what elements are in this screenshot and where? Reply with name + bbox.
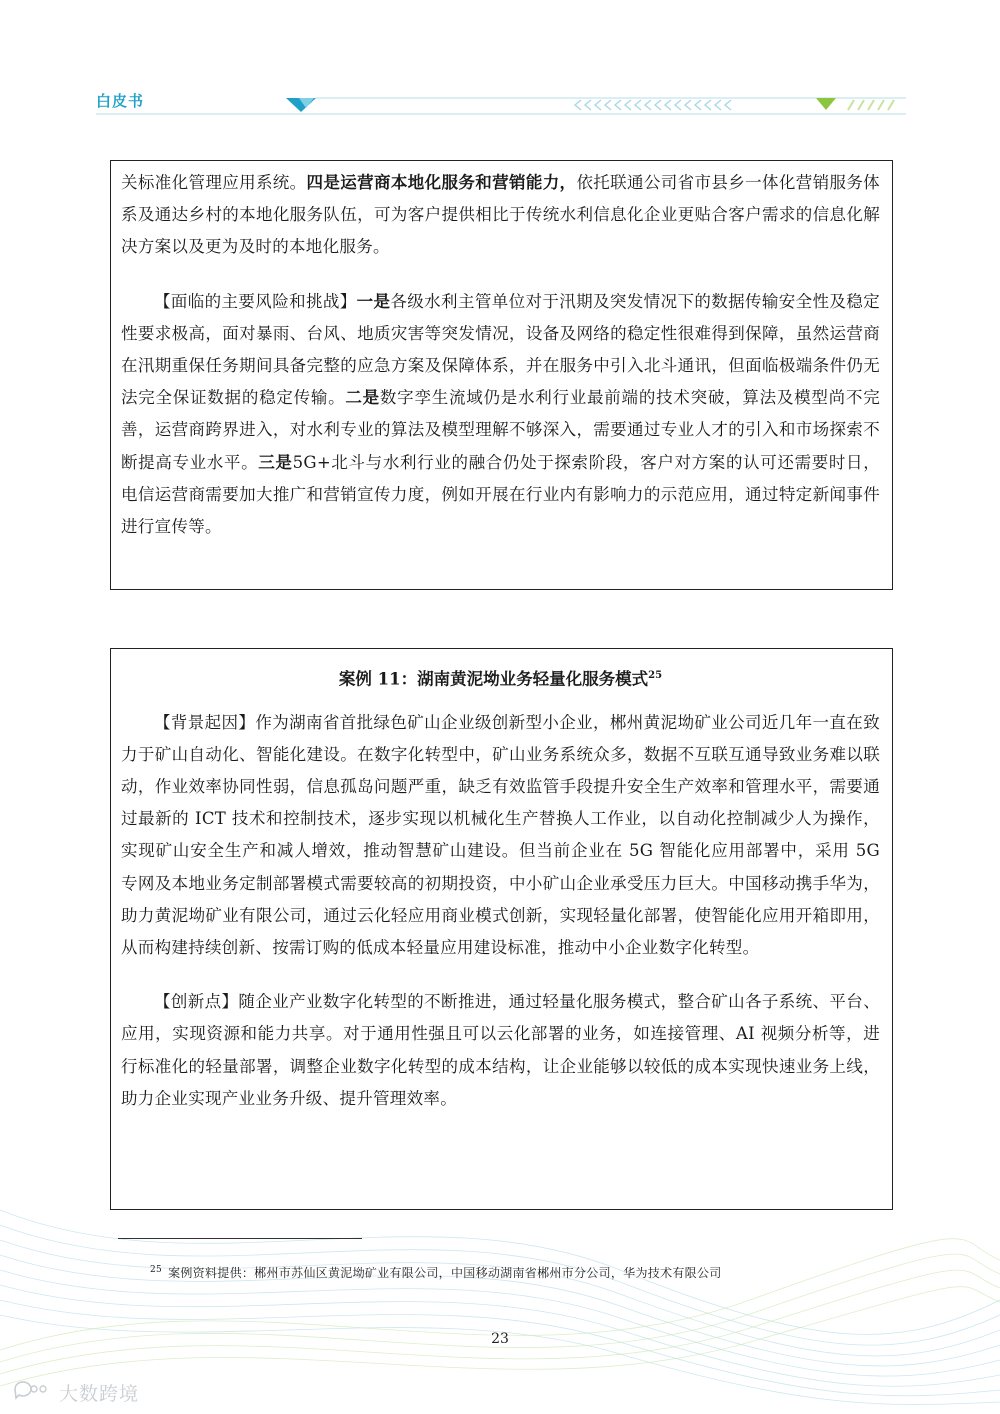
header-label: 白皮书: [96, 92, 145, 110]
case-study-box: [110, 648, 893, 1210]
footnote-ref[interactable]: 25: [648, 670, 663, 681]
header-decoration: [96, 94, 906, 118]
case-title: 案例 11：湖南黄泥坳业务轻量化服务模式$^{25}$: [338, 669, 663, 689]
paragraph-local-service: 关标准化管理应用系统。四是运营商本地化服务和营销能力，依托联通公司省市县乡一体化营销服务体系及通达乡村的本地化服务队伍，可为客户提供相比于传统水利信息化企业更贴合客户需求的信息化解决方案以及更为及时的本地化服务。: [121, 173, 880, 257]
chat-bubble-icon: [12, 1378, 52, 1405]
watermark-text: 大数跨境: [59, 1383, 140, 1405]
watermark: [12, 1378, 139, 1406]
content-box-continued: [110, 160, 893, 590]
footnote-text: 案例资料提供：郴州市苏仙区黄泥坳矿业有限公司，中国移动湖南省郴州市分公司，华为技术有限公司: [168, 1266, 722, 1280]
footnote-divider: [118, 1238, 362, 1239]
footnote: [150, 1264, 722, 1281]
paragraph-innovation: 【创新点】随企业产业数字化转型的不断推进，通过轻量化服务模式，整合矿山各子系统、平台、应用，实现资源和能力共享。对于通用性强且可以云化部署的业务，如连接管理、AI 视频分析等，进行标准化的轻量部署，调整企业数字化转型的成本结构，让企业能够以较低的成本实现快速业务上线，助力企业实现产业业务升级、提升管理效率。: [121, 992, 880, 1108]
paragraph-background: 【背景起因】作为湖南省首批绿色矿山企业级创新型小企业，郴州黄泥坳矿业公司近几年一直在致力于矿山自动化、智能化建设。在数字化转型中，矿山业务系统众多，数据不互联互通导致业务难以联动，作业效率协同性弱，信息孤岛问题严重，缺乏有效监管手段提升安全生产效率和管理水平，需要通过最新的 ICT 技术和控制技术，逐步实现以机械化生产替换人工作业，以自动化控制减少人为操作，实现矿山安全生产和减人增效，推动智慧矿山建设。但当前企业在 5G 智能化应用部署中，采用 5G 专网及本地业务定制部署模式需要较高的初期投资，中小矿山企业承受压力巨大。中国移动携手华为，助力黄泥坳矿业有限公司，通过云化轻应用商业模式创新，实现轻量化部署，使智能化应用开箱即用，从而构建持续创新、按需订购的低成本轻量应用建设标准，推动中小企业数字化转型。: [121, 712, 880, 957]
footnote-number: 25: [150, 1265, 163, 1275]
page-number: 23: [491, 1331, 509, 1347]
paragraph-risks-challenges: 【面临的主要风险和挑战】一是各级水利主管单位对于汛期及突发情况下的数据传输安全性及稳定性要求极高，面对暴雨、台风、地质灾害等突发情况，设备及网络的稳定性很难得到保障，虽然运营商在汛期重保任务期间具备完整的应急方案及保障体系，并在服务中引入北斗通讯，但面临极端条件仍无法完全保证数据的稳定传输。二是数字孪生流域仍是水利行业最前端的技术突破，算法及模型尚不完善，运营商跨界进入，对水利专业的算法及模型理解不够深入，需要通过专业人才的引入和市场探索不断提高专业水平。三是5G+北斗与水利行业的融合仍处于探索阶段，客户对方案的认可还需要时日，电信运营商需要加大推广和营销宣传力度，例如开展在行业内有影响力的示范应用，通过特定新闻事件进行宣传等。: [121, 291, 881, 537]
